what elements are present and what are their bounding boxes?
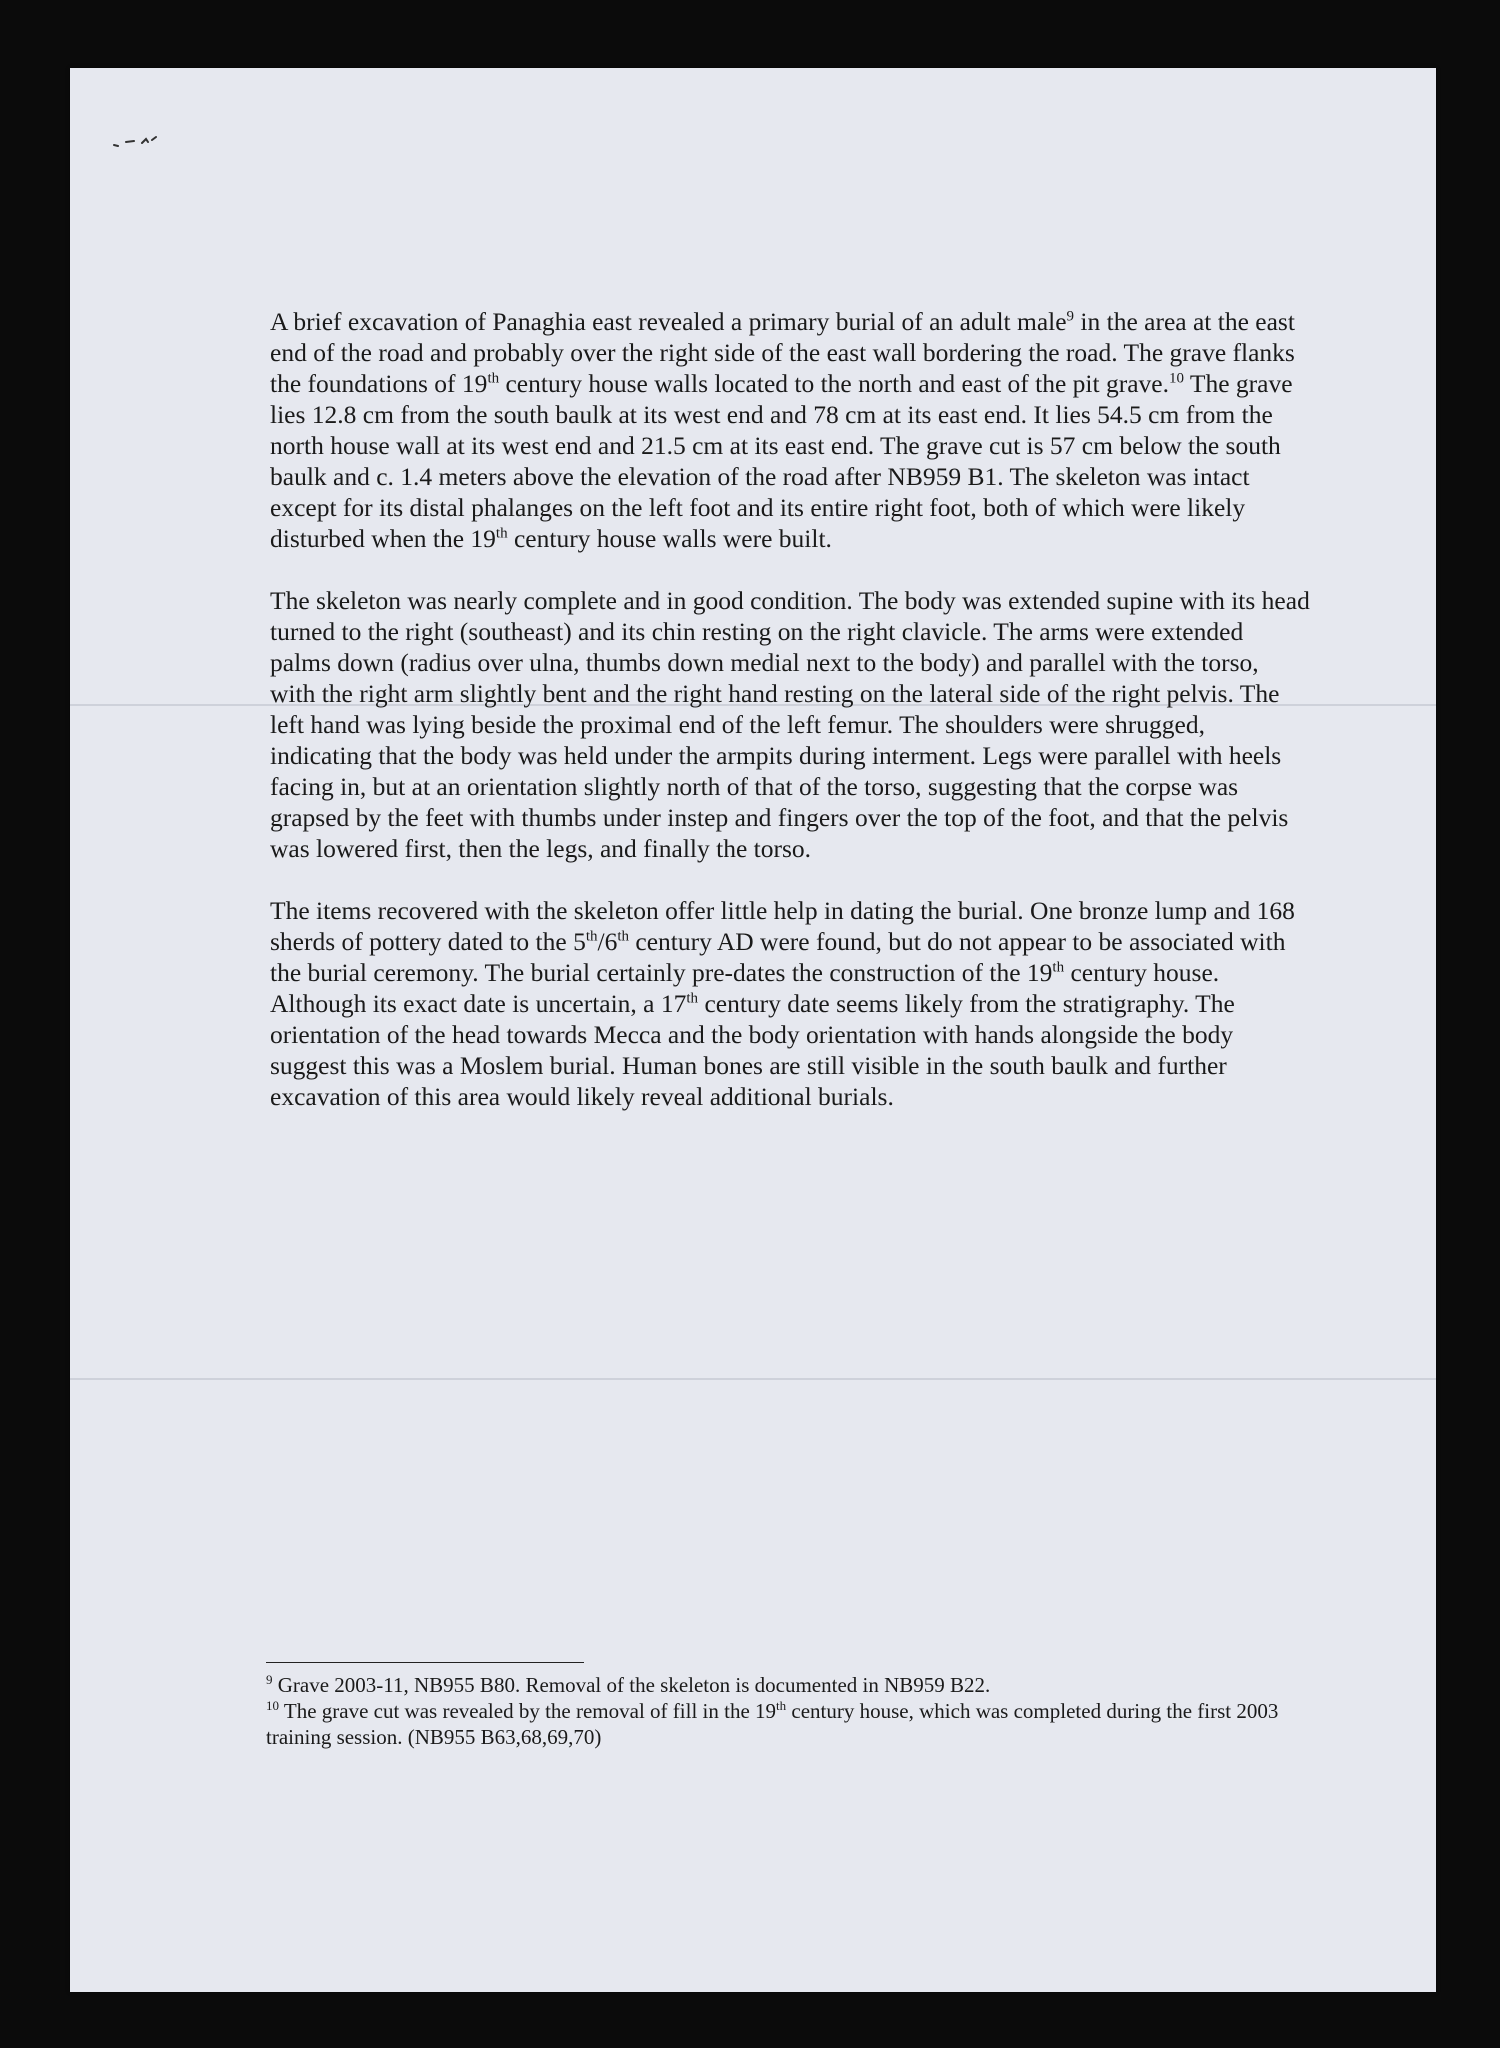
superscript: 9 — [266, 1672, 273, 1687]
footnotes — [266, 1672, 1296, 1750]
text-run: The grave cut was revealed by the removal of fill in the 19 — [279, 1699, 777, 1723]
text-run: century date seems likely from the stratigraphy. The orientation of the head towards Mecca and the body orientation with hands alongside the body suggest this was a Moslem burial. Human bones are still visible in the south baulk and further excavation of this area would likely reveal additional burials. — [270, 989, 1235, 1111]
text-run: century house, which was completed during the first 2003 training session. (NB955 B63,68,69,70) — [266, 1699, 1279, 1749]
text-run: century house walls were built. — [507, 524, 832, 553]
text-run: century house. Although its exact date is uncertain, a 17 — [270, 958, 1220, 1018]
text-run: century house walls located to the north and east of the pit grave. — [499, 369, 1169, 398]
text-run: The grave lies 12.8 cm from the south baulk at its west end and 78 cm at its east end. It lies 54.5 cm from the north house wall at its west end and 21.5 cm at its east end. The grave cut is 57 cm below the south baulk and c. 1.4 meters above the elevation of the road after NB959 B1. The skeleton was intact except for its distal phalanges on the left foot and its entire right foot, both of which were likely disturbed when the 19 — [270, 369, 1293, 553]
text-run: Grave 2003-11, NB955 B80. Removal of the skeleton is documented in NB959 B22. — [272, 1673, 991, 1697]
superscript: th — [487, 370, 500, 387]
paper-fold-line — [70, 1378, 1436, 1380]
superscript: th — [585, 928, 598, 945]
document-page — [70, 68, 1436, 1992]
paragraph-2 — [270, 585, 1310, 864]
superscript: th — [495, 525, 508, 542]
paragraph-1 — [270, 306, 1310, 554]
superscript: 10 — [1168, 370, 1184, 387]
text-run: A brief excavation of Panaghia east revealed a primary burial of an adult male — [270, 307, 1067, 336]
superscript: th — [1052, 959, 1065, 976]
pencil-mark — [112, 134, 192, 148]
superscript: 10 — [266, 1698, 279, 1713]
superscript: th — [776, 1698, 787, 1713]
footnote-separator — [266, 1662, 584, 1663]
footnote-10 — [266, 1698, 1296, 1750]
text-run: in the area at the east end of the road and probably over the right side of the east wall bordering the road. The grave flanks the foundations of 19 — [270, 307, 1295, 398]
text-run: /6 — [597, 927, 618, 956]
text-run: The skeleton was nearly complete and in good condition. The body was extended supine with its head turned to the right (southeast) and its chin resting on the right clavicle. The arms were extended palms down (radius over ulna, thumbs down medial next to the body) and parallel with the torso, with the right arm slightly bent and the right hand resting on the lateral side of the right pelvis. The left hand was lying beside the proximal end of the left femur. The shoulders were shrugged, indicating that the body was held under the armpits during interment. Legs were parallel with heels facing in, but at an orientation slightly north of that of the torso, suggesting that the corpse was grapsed by the feet with thumbs under instep and fingers over the top of the foot, and that the pelvis was lowered first, then the legs, and finally the torso. — [270, 586, 1310, 863]
superscript: th — [686, 990, 699, 1007]
text-run: The items recovered with the skeleton offer little help in dating the burial. One bronze lump and 168 sherds of pottery dated to the 5 — [270, 896, 1295, 956]
paragraph-3 — [270, 895, 1310, 1112]
text-run: century AD were found, but do not appear to be associated with the burial ceremony. The burial certainly pre-dates the construction of the 19 — [270, 927, 1286, 987]
main-text — [270, 306, 1310, 1143]
footnote-9 — [266, 1672, 1296, 1698]
superscript: 9 — [1066, 308, 1075, 325]
superscript: th — [617, 928, 630, 945]
